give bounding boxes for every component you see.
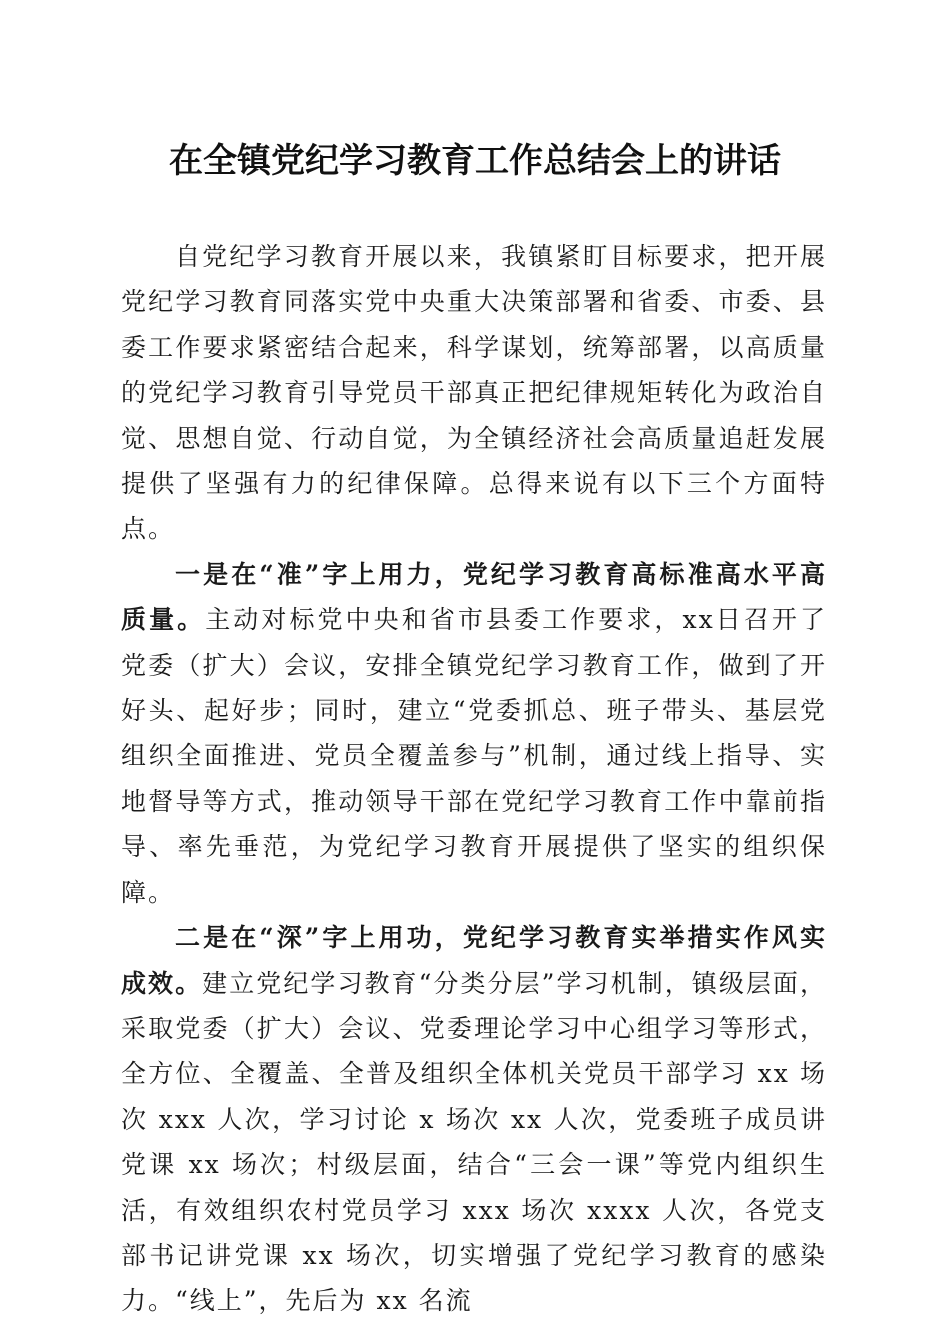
- paragraph-point-one: [121, 552, 827, 915]
- paragraph-lead: 二是在“深”字上用功，党纪学习教育实举措实作风实成效。: [121, 923, 827, 998]
- paragraph-text: 主动对标党中央和省市县委工作要求，xx日召开了党委（扩大）会议，安排全镇党纪学习教育工作，做到了开好头、起好步；同时，建立“党委抓总、班子带头、基层党组织全面推进、党员全覆盖参与”机制，通过线上指导、实地督导等方式，推动领导干部在党纪学习教育工作中靠前指导、率先垂范，为党纪学习教育开展提供了坚实的组织保障。: [121, 605, 827, 907]
- paragraph-text: 建立党纪学习教育“分类分层”学习机制，镇级层面，采取党委（扩大）会议、党委理论学习中心组学习等形式，全方位、全覆盖、全普及组织全体机关党员干部学习 xx 场次 xxx 人次，学习讨论 x 场次 xx 人次，党委班子成员讲党课 xx 场次；村级层面，结合“三会一课”等党内组织生活，有效组织农村党员学习 xxx 场次 xxxx 人次，各党支部书记讲党课 xx 场次，切实增强了党纪学习教育的感染力。“线上”，先后为 xx 名流: [121, 968, 827, 1316]
- paragraph-text: 自党纪学习教育开展以来，我镇紧盯目标要求，把开展党纪学习教育同落实党中央重大决策部署和省委、市委、县委工作要求紧密结合起来，科学谋划，统筹部署，以高质量的党纪学习教育引导党员干部真正把纪律规矩转化为政治自觉、思想自觉、行动自觉，为全镇经济社会高质量追赶发展提供了坚强有力的纪律保障。总得来说有以下三个方面特点。: [121, 242, 827, 544]
- document-body: [121, 234, 827, 1324]
- paragraph-point-two: [121, 915, 827, 1324]
- paragraph-lead: 一是在“准”字上用力，党纪学习教育高标准高水平高质量。: [121, 559, 827, 635]
- paragraph-intro: [121, 234, 827, 552]
- document-title: 在全镇党纪学习教育工作总结会上的讲话: [169, 141, 781, 181]
